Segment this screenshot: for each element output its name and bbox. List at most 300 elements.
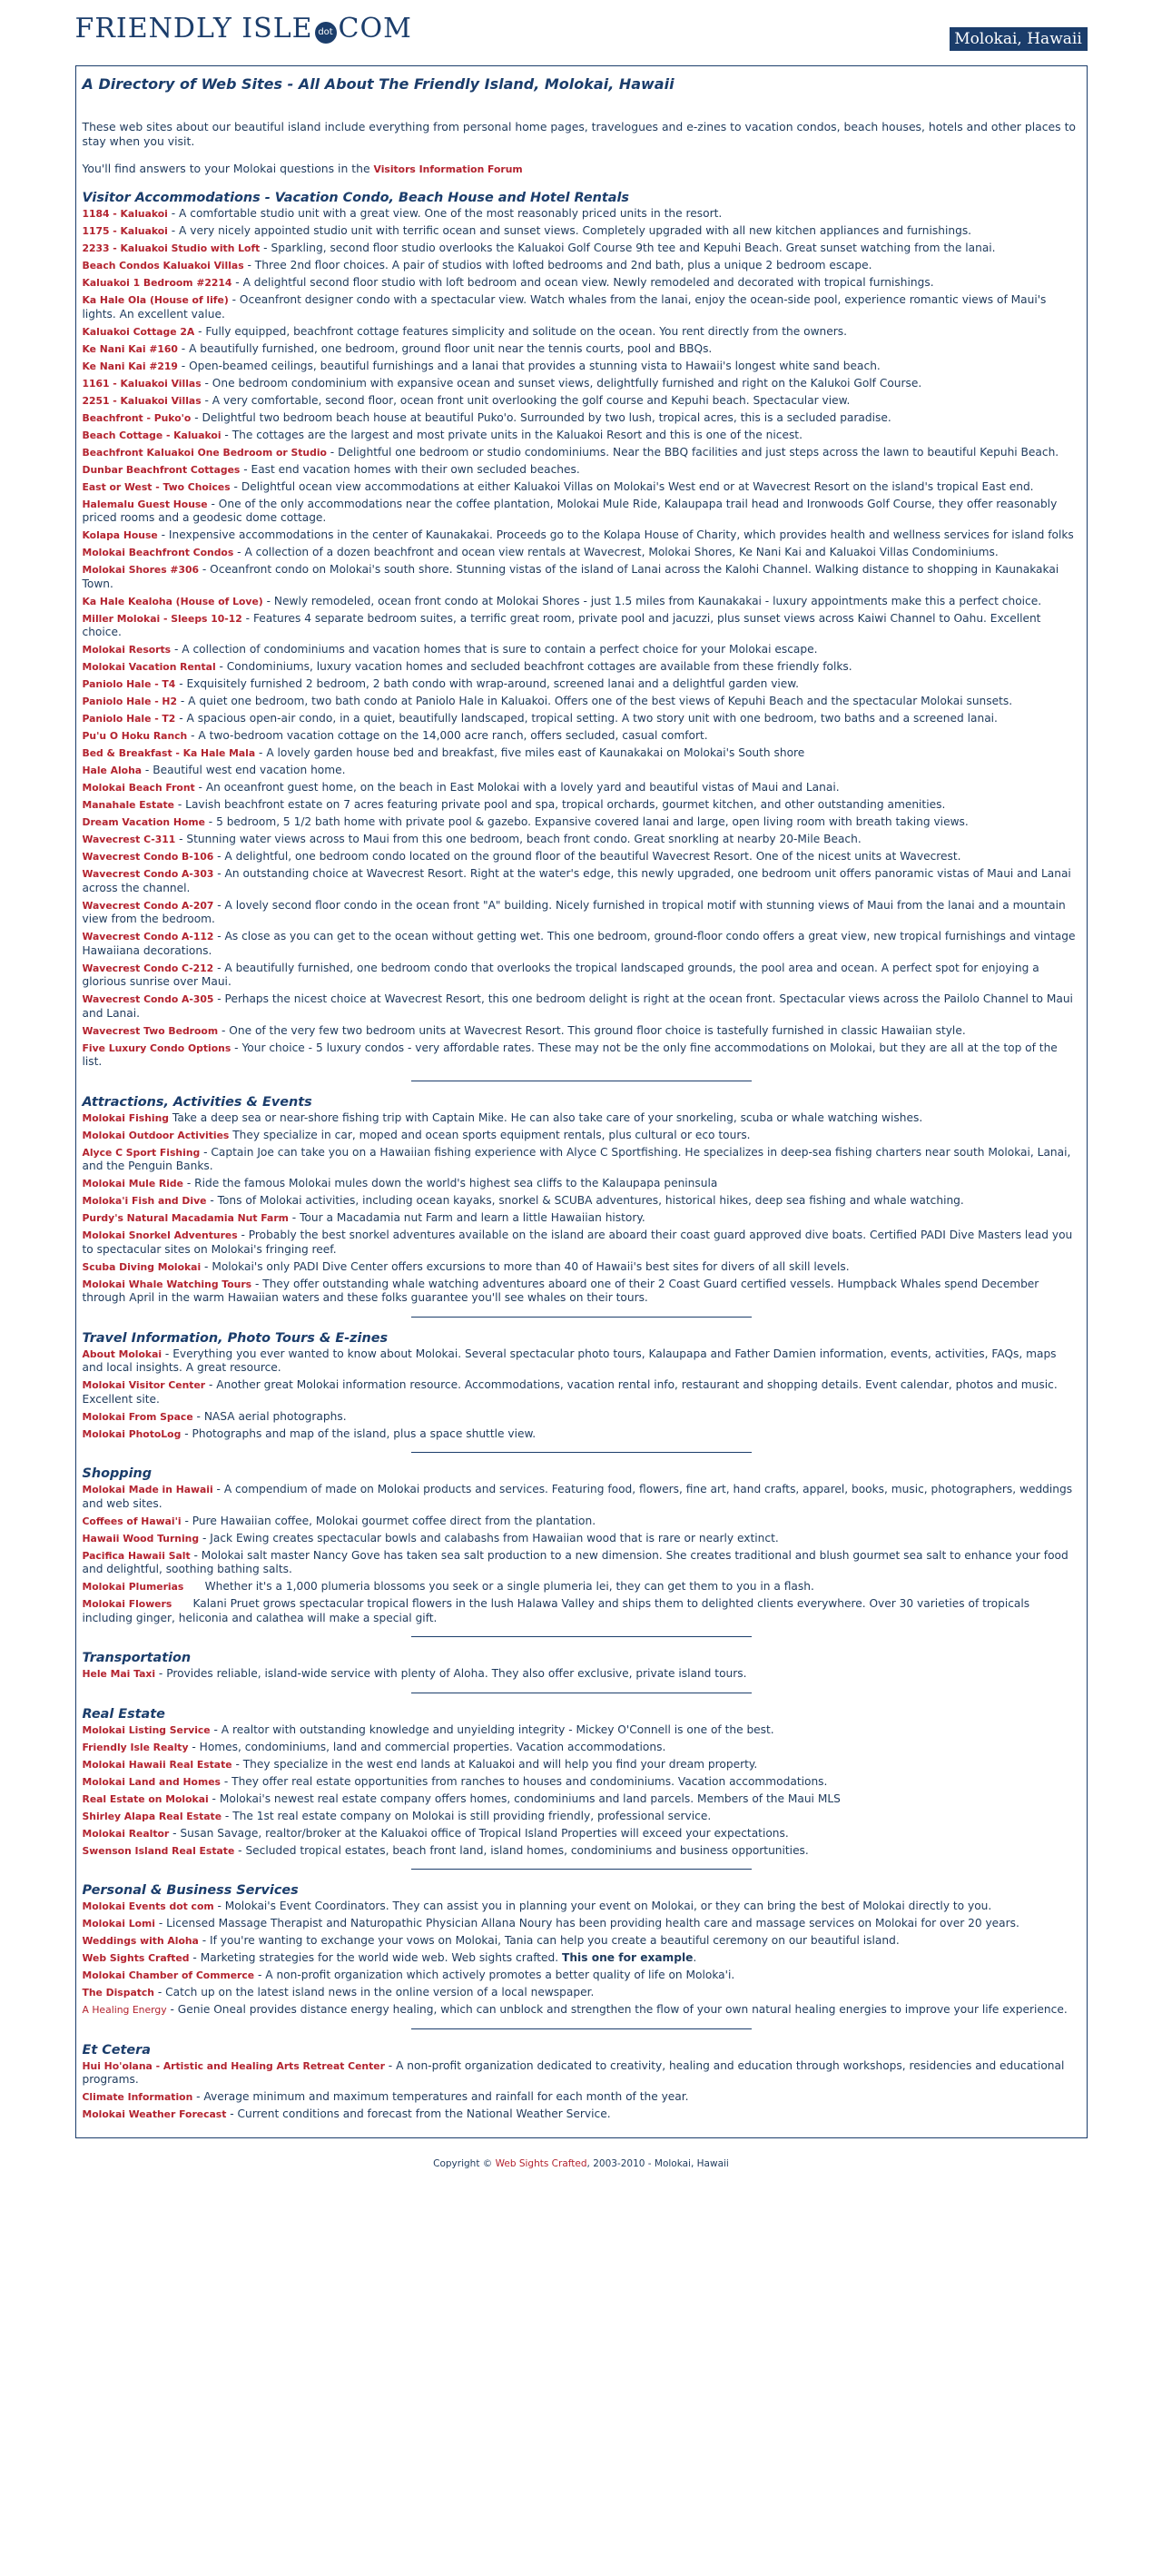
entry-link[interactable]: Molokai Events dot com (82, 1900, 214, 1912)
entry-description: Jack Ewing creates spectacular bowls and calabashs from Hawaiian wood that is rare or nearly extinct. (210, 1531, 779, 1545)
section-divider (411, 2028, 752, 2029)
entry-link[interactable]: Molokai PhotoLog (82, 1427, 182, 1440)
directory-entry (83, 1934, 1080, 1949)
entry-separator: - (213, 898, 225, 912)
entry-link[interactable]: Molokai Whale Watching Tours (82, 1278, 252, 1290)
entry-separator: - (191, 410, 202, 424)
entry-link[interactable]: Dream Vacation Home (82, 816, 205, 828)
entry-link[interactable]: 1184 - Kaluakoi (82, 208, 168, 220)
entry-separator: - (213, 930, 225, 943)
entry-separator: - (171, 643, 182, 656)
entry-separator: - (181, 1426, 192, 1440)
directory-entry (83, 1378, 1080, 1406)
entry-separator: - (192, 2090, 204, 2103)
entry-separator: - (199, 563, 211, 576)
entry-description: A non-profit organization which actively promotes a better quality of life on Moloka'i. (265, 1969, 735, 1981)
visitors-forum-link[interactable]: Visitors Information Forum (373, 163, 523, 175)
entry-link[interactable]: Molokai From Space (82, 1410, 193, 1423)
entry-link[interactable]: Wavecrest Condo A-207 (82, 899, 214, 912)
entry-link[interactable]: 2233 - Kaluakoi Studio with Loft (82, 242, 261, 254)
section-heading: Visitor Accommodations - Vacation Condo, Beach House and Hotel Rentals (82, 191, 629, 205)
entry-link[interactable]: A Healing Energy (82, 2004, 167, 2016)
entry-description: Lavish beachfront estate on 7 acres featuring private pool and spa, tropical orchards, gourmet kitchen, and other outstanding amenities. (185, 798, 946, 811)
entry-separator: - (208, 1791, 220, 1805)
directory-entry (83, 1549, 1080, 1577)
directory-entry (83, 1792, 1080, 1807)
directory-entry (83, 1111, 1080, 1126)
directory-entry (83, 377, 1080, 391)
entry-description: Oceanfront designer condo with a spectacular view. Watch whales from the lanai, enjoy the ocean-side pool, experience romantic views of Maui's lights. An excellent value. (82, 293, 1047, 321)
entry-separator: - (234, 1843, 246, 1857)
directory-entry (83, 833, 1080, 847)
footer-web-sights-link[interactable]: Web Sights Crafted (495, 2158, 587, 2169)
section-heading: Transportation (82, 1651, 192, 1665)
entry-link[interactable]: Molokai Listing Service (82, 1723, 211, 1736)
directory-panel (75, 65, 1088, 2138)
entry-link[interactable]: Molokai Beachfront Condos (82, 547, 234, 558)
entry-separator: - (220, 1774, 232, 1788)
entry-description: A very nicely appointed studio unit with terrific ocean and sunset views. Completely upgraded with all new kitchen appliances and furnishings. (179, 224, 972, 237)
entry-description: A very comfortable, second floor, ocean front unit overlooking the golf course and Kepuhi beach. Spectacular view. (212, 393, 851, 407)
entry-separator: - (207, 497, 219, 510)
entry-link[interactable]: Wavecrest Condo A-303 (82, 868, 214, 880)
directory-entry (83, 1194, 1080, 1209)
entry-separator: - (201, 376, 212, 390)
directory-entry (83, 394, 1080, 409)
directory-entry (83, 712, 1080, 726)
entry-description: Genie Oneal provides distance energy healing, which can unblock and strengthen the flow of your own natural healing energies to improve your life experience. (177, 2003, 1068, 2016)
directory-entry (83, 1827, 1080, 1841)
entry-separator: - (251, 1277, 263, 1290)
entry-separator: - (183, 1177, 195, 1189)
entry-link[interactable]: Molokai Outdoor Activities (82, 1129, 230, 1141)
directory-entry (83, 224, 1080, 239)
directory-entry (83, 293, 1080, 321)
entry-description: Take a deep sea or near-shore fishing trip with Captain Mike. He can also take care of your snorkeling, scuba or whale watching wishes. (172, 1110, 923, 1124)
directory-entry (83, 480, 1080, 495)
directory-entry (83, 446, 1080, 460)
entry-description: Delightful one bedroom or studio condominiums. Near the BBQ facilities and just steps across the lawn to beautiful Kepuhi Beach. (338, 445, 1059, 459)
entry-description: Three 2nd floor choices. A pair of studios with lofted bedrooms and 2nd bath, plus a unique 2 bedroom escape. (254, 259, 872, 271)
entry-description: One of the very few two bedroom units at Wavecrest Resort. This ground floor choice is tastefully furnished in classic Hawaiian style. (229, 1023, 966, 1037)
entry-separator: - (254, 1969, 266, 1981)
entry-separator (172, 1597, 192, 1610)
directory-entry (83, 276, 1080, 291)
entry-description: Tour a Macadamia nut Farm and learn a little Hawaiian history. (300, 1211, 645, 1224)
entry-link[interactable]: Ka Hale Kealoha (House of Love) (82, 595, 263, 607)
entry-separator: - (155, 1667, 167, 1680)
entry-separator: - (213, 1900, 225, 1912)
entry-description: Molokai's only PADI Dive Center offers excursions to more than 40 of Hawaii's best sites for divers of all skill levels. (212, 1259, 850, 1273)
entry-trailing-text: . (693, 1951, 697, 1964)
entry-separator: - (243, 259, 255, 271)
intro-forum-prefix: You'll find answers to your Molokai questions in the (82, 162, 374, 175)
entry-separator: - (231, 1757, 243, 1771)
directory-entry (83, 695, 1080, 709)
directory-entry (83, 242, 1080, 256)
entry-link[interactable]: Bed & Breakfast - Ka Hale Mala (82, 747, 256, 759)
entry-description: Perhaps the nicest choice at Wavecrest Resort, this one bedroom delight is right at the ocean front. Spectacular views across the Pailolo Channel to Maui and Lanai. (82, 992, 1073, 1020)
entry-description: The cottages are the largest and most private units in the Kaluakoi Resort and this is one of the nicest. (231, 428, 803, 441)
entry-link[interactable]: Wavecrest Condo A-305 (82, 993, 214, 1005)
directory-entry (83, 850, 1080, 864)
entry-link[interactable]: Molokai Mule Ride (82, 1178, 183, 1189)
directory-entry (83, 660, 1080, 675)
directory-entry (83, 1229, 1080, 1257)
directory-entry (83, 1146, 1080, 1174)
entry-link[interactable]: Beachfront Kaluakoi One Bedroom or Studio (82, 446, 327, 459)
directory-entry (83, 1427, 1080, 1442)
entry-link[interactable]: Pu'u O Hoku Ranch (82, 730, 188, 742)
entry-description: Whether it's a 1,000 plumeria blossoms you seek or a single plumeria lei, they can get them to you in a flash. (204, 1580, 814, 1593)
entry-description: A spacious open-air condo, in a quiet, beautifully landscaped, tropical setting. A two story unit with one bedroom, two baths and a screened lanai. (186, 712, 998, 725)
entry-link[interactable]: Molokai Vacation Rental (82, 661, 216, 673)
section-heading: Real Estate (82, 1706, 165, 1722)
entry-separator: - (201, 393, 212, 407)
entry-separator: - (181, 1514, 192, 1527)
section-heading: Personal & Business Services (82, 1883, 299, 1898)
directory-entry (83, 595, 1080, 609)
entry-separator: - (198, 1934, 210, 1947)
entry-description: Probably the best snorkel adventures available on the island are aboard their coast guard approved dive boats. Certified PADI Dive Masters lead you to spectacular sites on Molokai's fringing reef. (82, 1229, 1073, 1256)
entry-separator: - (187, 729, 199, 742)
entry-description: If you're wanting to exchange your vows on Molokai, Tania can help you create a beautiful ceremony on our beautiful island. (210, 1934, 900, 1947)
entry-link[interactable]: Molokai Visitor Center (82, 1379, 206, 1391)
logo-text-right: COM (338, 13, 412, 44)
directory-entry (83, 1986, 1080, 2000)
directory-entry (83, 463, 1080, 478)
entry-separator: - (200, 1145, 212, 1159)
entry-description: A quiet one bedroom, two bath condo at Paniolo Hale in Kaluakoi. Offers one of the best views of Kepuhi Beach and the spectacular Molokai sunsets. (188, 695, 1013, 707)
entry-separator: - (192, 1409, 204, 1423)
directory-entry (83, 1410, 1080, 1425)
directory-entry (83, 1041, 1080, 1070)
directory-entry (83, 729, 1080, 744)
entry-separator: - (188, 1740, 200, 1753)
entry-link[interactable]: Hui Ho'olana - Artistic and Healing Arts Retreat Center (82, 2059, 385, 2072)
directory-entry (83, 1597, 1080, 1625)
entry-link[interactable]: Swenson Island Real Estate (82, 1844, 235, 1857)
directory-entry (83, 429, 1080, 443)
directory-entry (83, 1024, 1080, 1039)
entry-link[interactable]: The Dispatch (82, 1987, 154, 1999)
location-badge: Molokai, Hawaii (950, 27, 1088, 51)
section-heading: Shopping (82, 1466, 153, 1481)
entry-link[interactable]: Web Sights Crafted (82, 1952, 190, 1964)
entry-description: An outstanding choice at Wavecrest Resort. Right at the water's edge, this newly upgraded, one bedroom unit offers panoramic vistas of Maui and Lanai across the channel. (82, 867, 1071, 894)
entry-link[interactable]: 1161 - Kaluakoi Villas (82, 377, 202, 390)
entry-description: Inexpensive accommodations in the center of Kaunakakai. Proceeds go to the Kolapa House of Charity, which provides health and wellness services for island folks (168, 528, 1074, 541)
entry-separator: - (213, 867, 225, 880)
directory-entry (83, 962, 1080, 990)
entry-separator: - (194, 781, 206, 794)
page-title: A Directory of Web Sites - All About The Friendly Island, Molokai, Hawaii (82, 75, 675, 93)
directory-entry (83, 1723, 1080, 1738)
directory-entry (83, 1532, 1080, 1546)
entry-link[interactable]: About Molokai (82, 1347, 162, 1360)
directory-entry (83, 1211, 1080, 1226)
entry-link[interactable]: Miller Molokai - Sleeps 10-12 (82, 612, 242, 625)
entry-description: A compendium of made on Molokai products and services. Featuring food, flowers, fine art, hand crafts, apparel, books, music, photographers, weddings and web sites. (82, 1483, 1073, 1510)
entry-link[interactable]: Beach Cottage - Kaluakoi (82, 429, 222, 441)
entry-link[interactable]: Molokai Land and Homes (82, 1775, 221, 1788)
section-divider (411, 1317, 752, 1318)
directory-entry (83, 2090, 1080, 2105)
footer-location: , 2003-2010 - Molokai, Hawaii (586, 2158, 729, 2169)
entry-separator: - (194, 324, 206, 338)
entry-separator: - (167, 207, 180, 220)
entry-description: Average minimum and maximum temperatures and rainfall for each month of the year. (203, 2090, 689, 2103)
directory-entry (83, 612, 1080, 640)
entry-description: As close as you can get to the ocean without getting wet. This one bedroom, ground-floor condo offers a great view, new tropical furnishings and vintage Hawaiiana decorations. (82, 930, 1076, 957)
directory-entry (83, 411, 1080, 426)
directory-entry (83, 1810, 1080, 1824)
entry-description: The 1st real estate company on Molokai is still providing friendly, professional service. (232, 1809, 712, 1822)
entry-separator: - (189, 1951, 201, 1964)
directory-entry (83, 1775, 1080, 1790)
entry-separator: - (228, 293, 240, 306)
entry-separator: - (218, 1023, 230, 1037)
directory-sections (83, 190, 1080, 2122)
entry-description: A collection of a dozen beachfront and ocean view rentals at Wavecrest, Molokai Shores, Ke Nani Kai and Kaluakoi Villas Condominiums. (244, 546, 999, 558)
entry-link[interactable]: Wavecrest Condo A-112 (82, 931, 214, 943)
entry-separator: - (237, 1229, 249, 1241)
footer (0, 2158, 1162, 2169)
entry-description: Provides reliable, island-wide service with plenty of Aloha. They also offer exclusive, private island tours. (166, 1667, 747, 1680)
entry-separator: - (154, 1986, 166, 1999)
entry-separator: - (241, 611, 253, 625)
directory-entry (83, 528, 1080, 543)
entry-description: Ride the famous Molokai mules down the world's highest sea cliffs to the Kalaupapa peninsula (194, 1177, 718, 1189)
entry-link[interactable]: Molokai Resorts (82, 644, 172, 656)
entry-separator: - (176, 695, 189, 707)
entry-link[interactable]: Kolapa House (82, 529, 158, 541)
entry-link[interactable]: Scuba Diving Molokai (82, 1260, 202, 1273)
entry-separator: - (199, 1531, 211, 1545)
entry-link[interactable]: Wavecrest Condo C-212 (82, 962, 214, 974)
entry-separator: - (213, 850, 225, 863)
entry-separator: - (221, 428, 232, 441)
entry-link[interactable]: Hale Aloha (82, 765, 143, 776)
directory-entry (83, 1515, 1080, 1529)
entry-link[interactable]: Hele Mai Taxi (82, 1668, 156, 1680)
entry-description: Photographs and map of the island, plus a space shuttle view. (192, 1426, 537, 1440)
entry-description: A delightful, one bedroom condo located on the ground floor of the beautiful Wavecrest Resort. One of the nicest units at Wavecrest. (224, 850, 961, 863)
entry-link[interactable]: Molokai Shores #306 (82, 564, 200, 576)
entry-link[interactable]: Molokai Beach Front (82, 782, 195, 794)
entry-description: One bedroom condominium with expansive ocean and sunset views, delightfully furnished and right on the Kalukoi Golf Course. (212, 376, 922, 390)
directory-entry (83, 207, 1080, 222)
entry-description: Secluded tropical estates, beach front land, island homes, condominiums and business opportunities. (245, 1843, 809, 1857)
entry-description: Newly remodeled, ocean front condo at Molokai Shores - just 1.5 miles from Kaunakakai - luxury appointments make this a perfect choice. (273, 594, 1042, 607)
entry-link[interactable]: 2251 - Kaluakoi Villas (82, 394, 202, 407)
entry-separator: - (255, 746, 267, 759)
entry-separator: - (177, 359, 190, 372)
entry-link[interactable]: Molokai Made in Hawaii (82, 1484, 213, 1495)
entry-description: Catch up on the latest island news in the online version of a local newspaper. (165, 1986, 595, 1999)
entry-link[interactable]: Real Estate on Molokai (82, 1792, 209, 1805)
directory-entry (83, 1917, 1080, 1931)
footer-copyright: Copyright © (433, 2158, 496, 2169)
entry-description: A beautifully furnished, one bedroom, ground floor unit near the tennis courts, pool and BBQs. (189, 341, 713, 355)
entry-separator: - (204, 815, 217, 828)
entry-description: They specialize in the west end lands at Kaluakoi and will help you find your dream property. (242, 1757, 758, 1771)
entry-link[interactable]: Pacifica Hawaii Salt (82, 1549, 191, 1562)
section-divider (411, 1636, 752, 1637)
entry-link[interactable]: Halemalu Guest House (82, 498, 208, 510)
entry-description: Features 4 separate bedroom suites, a terrific great room, private pool and jacuzzi, plus sunset views across Kaiwi Channel to Oahu. Excellent choice. (82, 611, 1041, 638)
entry-description: Delightful two bedroom beach house at beautiful Puko'o. Surrounded by two lush, tropical acres, this is a secluded paradise. (202, 410, 891, 424)
directory-entry (83, 1580, 1080, 1594)
entry-description: 5 bedroom, 5 1/2 bath home with private pool & gazebo. Expansive covered lanai and large, open living room with breath taking views. (216, 815, 969, 828)
entry-description: Everything you ever wanted to know about Molokai. Several spectacular photo tours, Kalaupapa and Father Damien information, events, activities, FAQs, maps and local insights. A great resource. (82, 1347, 1057, 1374)
directory-entry (83, 1951, 1080, 1966)
section-heading: Travel Information, Photo Tours & E-zines (82, 1330, 389, 1346)
directory-entry (83, 259, 1080, 273)
entry-link[interactable]: Molokai Plumerias (82, 1581, 184, 1593)
entry-description: Your choice - 5 luxury condos - very affordable rates. These may not be the only fine accommodations on Molokai, but they are all at the top of the list. (82, 1041, 1058, 1068)
entry-link[interactable]: Beach Condos Kaluakoi Villas (82, 260, 244, 271)
entry-separator: - (240, 462, 251, 476)
entry-description: Current conditions and forecast from the National Weather Service. (237, 2107, 611, 2120)
entry-description: One of the only accommodations near the coffee plantation, Molokai Mule Ride, Kalaupapa trail head and Ironwoods Golf Course, they offer reasonably priced rooms and a geodesic dome cottage. (82, 497, 1058, 524)
entry-link[interactable]: Coffees of Hawai'i (82, 1515, 182, 1527)
entry-link[interactable]: Manahale Estate (82, 799, 174, 811)
entry-link[interactable]: Molokai Hawaii Real Estate (82, 1758, 232, 1771)
entry-link[interactable]: Five Luxury Condo Options (82, 1041, 231, 1054)
entry-separator: - (162, 1347, 173, 1360)
directory-entry (83, 1969, 1080, 1983)
entry-link[interactable]: Friendly Isle Realty (82, 1741, 189, 1753)
entry-description: NASA aerial photographs. (203, 1409, 347, 1423)
entry-description: They offer outstanding whale watching adventures aboard one of their 2 Coast Guard certified vessels. Humpback Whales spend December through April in the warm Hawaiian waters and these folks guarantee you'll see whales on their tours. (82, 1277, 1039, 1304)
directory-entry (83, 2059, 1080, 2087)
entry-separator: - (230, 479, 241, 493)
entry-link[interactable]: Hawaii Wood Turning (82, 1532, 200, 1545)
directory-entry (83, 815, 1080, 830)
entry-description: A lovely second floor condo in the ocean front "A" building. Nicely furnished in tropical motif with stunning views of Maui from the lanai and a mountain view from the bedroom. (82, 898, 1066, 925)
entry-link[interactable]: Wavecrest Condo B-106 (82, 851, 214, 863)
directory-entry (83, 360, 1080, 374)
entry-link[interactable]: 1175 - Kaluakoi (82, 225, 168, 237)
directory-entry (83, 1129, 1080, 1143)
entry-separator: - (166, 2003, 178, 2016)
entry-separator: - (215, 660, 227, 673)
directory-entry (83, 546, 1080, 560)
entry-link[interactable]: Shirley Alapa Real Estate (82, 1810, 222, 1822)
entry-link[interactable]: Ke Nani Kai #160 (82, 342, 178, 355)
entry-description: They offer real estate opportunities from ranches to houses and condominiums. Vacation accommodations. (231, 1774, 828, 1788)
entry-separator: - (233, 546, 245, 558)
entry-link[interactable]: Wavecrest C-311 (82, 834, 176, 845)
directory-entry (83, 930, 1080, 958)
entry-separator: - (154, 1917, 167, 1930)
directory-entry (83, 2003, 1080, 2018)
entry-description: Exquisitely furnished 2 bedroom, 2 bath condo with wrap-around, screened lanai and a delightful garden view. (186, 677, 800, 690)
entry-description: A realtor with outstanding knowledge and unyielding integrity - Mickey O'Connell is one of the best. (221, 1722, 774, 1736)
entry-link[interactable]: Beachfront - Puko'o (82, 411, 192, 424)
directory-entry (83, 342, 1080, 357)
section-divider (411, 1452, 752, 1453)
entry-separator: - (213, 992, 225, 1005)
directory-entry (83, 677, 1080, 692)
entry-link[interactable]: East or West - Two Choices (82, 480, 231, 493)
entry-link[interactable]: Alyce C Sport Fishing (82, 1146, 201, 1159)
entry-separator: - (142, 764, 153, 776)
entry-link[interactable]: Kaluakoi Cottage 2A (82, 325, 195, 338)
entry-description: Captain Joe can take you on a Hawaiian fishing experience with Alyce C Sportfishing. He specializes in deep-sea fishing charters near south Molokai, Lanai, and the Penguin Banks. (82, 1145, 1071, 1172)
entry-description: A two-bedroom vacation cottage on the 14,000 acre ranch, offers secluded, casual comfort. (198, 729, 708, 742)
entry-link[interactable]: Weddings with Aloha (82, 1935, 199, 1947)
entry-link[interactable]: Climate Information (82, 2091, 193, 2103)
entry-separator: - (201, 1259, 212, 1273)
entry-separator: - (288, 1211, 300, 1224)
entry-description: Another great Molokai information resource. Accommodations, vacation rental info, restaurant and shopping details. Event calendar, photos and music. Excellent site. (82, 1378, 1058, 1406)
entry-separator: - (226, 2107, 238, 2120)
entry-link[interactable]: Wavecrest Two Bedroom (82, 1024, 219, 1037)
entry-separator: - (167, 224, 180, 237)
directory-entry (83, 899, 1080, 927)
directory-entry (83, 643, 1080, 657)
directory-entry (83, 2107, 1080, 2122)
entry-description: Stunning water views across to Maui from this one bedroom, beach front condo. Great snorkling at nearby 20-Mile Beach. (186, 833, 862, 845)
entry-link[interactable]: Paniolo Hale - T4 (82, 678, 176, 690)
site-logo[interactable] (75, 13, 412, 44)
entry-separator: - (262, 594, 274, 607)
section-divider (411, 1869, 752, 1870)
intro-forum-line (83, 162, 1080, 177)
directory-entry (83, 325, 1080, 340)
entry-link[interactable]: Molokai Chamber of Commerce (82, 1969, 255, 1981)
entry-link[interactable]: Moloka'i Fish and Dive (82, 1195, 207, 1207)
entry-link[interactable]: Kaluakoi 1 Bedroom #2214 (82, 277, 232, 289)
entry-separator: - (210, 1722, 222, 1736)
entry-description: Beautiful west end vacation home. (153, 764, 346, 776)
entry-link[interactable]: Paniolo Hale - T2 (82, 713, 176, 725)
entry-link[interactable]: Paniolo Hale - H2 (82, 696, 177, 707)
entry-link[interactable]: Dunbar Beachfront Cottages (82, 463, 241, 476)
entry-link[interactable]: Molokai Flowers (82, 1598, 172, 1610)
entry-link[interactable]: Purdy's Natural Macadamia Nut Farm (82, 1212, 289, 1224)
entry-separator: - (175, 712, 187, 725)
entry-link[interactable]: Molokai Realtor (82, 1827, 170, 1840)
entry-link[interactable]: Ka Hale Ola (House of life) (82, 294, 229, 306)
entry-description: Marketing strategies for the world wide web. Web sights crafted. (200, 1951, 563, 1964)
entry-description: Homes, condominiums, land and commercial properties. Vacation accommodations. (199, 1740, 666, 1753)
entry-description: Open-beamed ceilings, beautiful furnishings and a lanai that provides a stunning vista to Hawaii's longest white sand beach. (189, 359, 881, 372)
entry-link[interactable]: Molokai Fishing (82, 1111, 170, 1124)
entry-description: A collection of condominiums and vacation homes that is sure to contain a perfect choice for your Molokai escape. (182, 643, 818, 656)
entry-link[interactable]: Ke Nani Kai #219 (82, 360, 178, 372)
entry-description: Susan Savage, realtor/broker at the Kaluakoi office of Tropical Island Properties will exceed your expectations. (180, 1826, 789, 1840)
entry-separator (183, 1580, 204, 1593)
entry-link[interactable]: Molokai Weather Forecast (82, 2108, 227, 2120)
directory-entry (83, 1844, 1080, 1859)
entry-description: Molokai's newest real estate company offers homes, condominiums and land parcels. Members of the Maui MLS (219, 1791, 841, 1805)
entry-description: Molokai salt master Nancy Gove has taken sea salt production to a new dimension. She creates traditional and blush gourmet sea salt to enhance your food and delightful, soothing bathing salts. (82, 1548, 1068, 1575)
entry-link[interactable]: Molokai Snorkel Adventures (82, 1229, 238, 1241)
directory-entry (83, 1278, 1080, 1306)
directory-entry (83, 1667, 1080, 1682)
directory-entry (83, 764, 1080, 778)
entry-separator: - (174, 798, 186, 811)
directory-entry (83, 1483, 1080, 1511)
directory-entry (83, 1900, 1080, 1914)
directory-entry (83, 1260, 1080, 1275)
entry-description: Licensed Massage Therapist and Naturopathic Physician Allana Noury has been providing health care and massage services on Molokai for over 20 years. (166, 1917, 1019, 1930)
entry-description: Fully equipped, beachfront cottage features simplicity and solitude on the ocean. You rent directly from the owners. (205, 324, 848, 338)
entry-link[interactable]: Molokai Lomi (82, 1918, 155, 1930)
